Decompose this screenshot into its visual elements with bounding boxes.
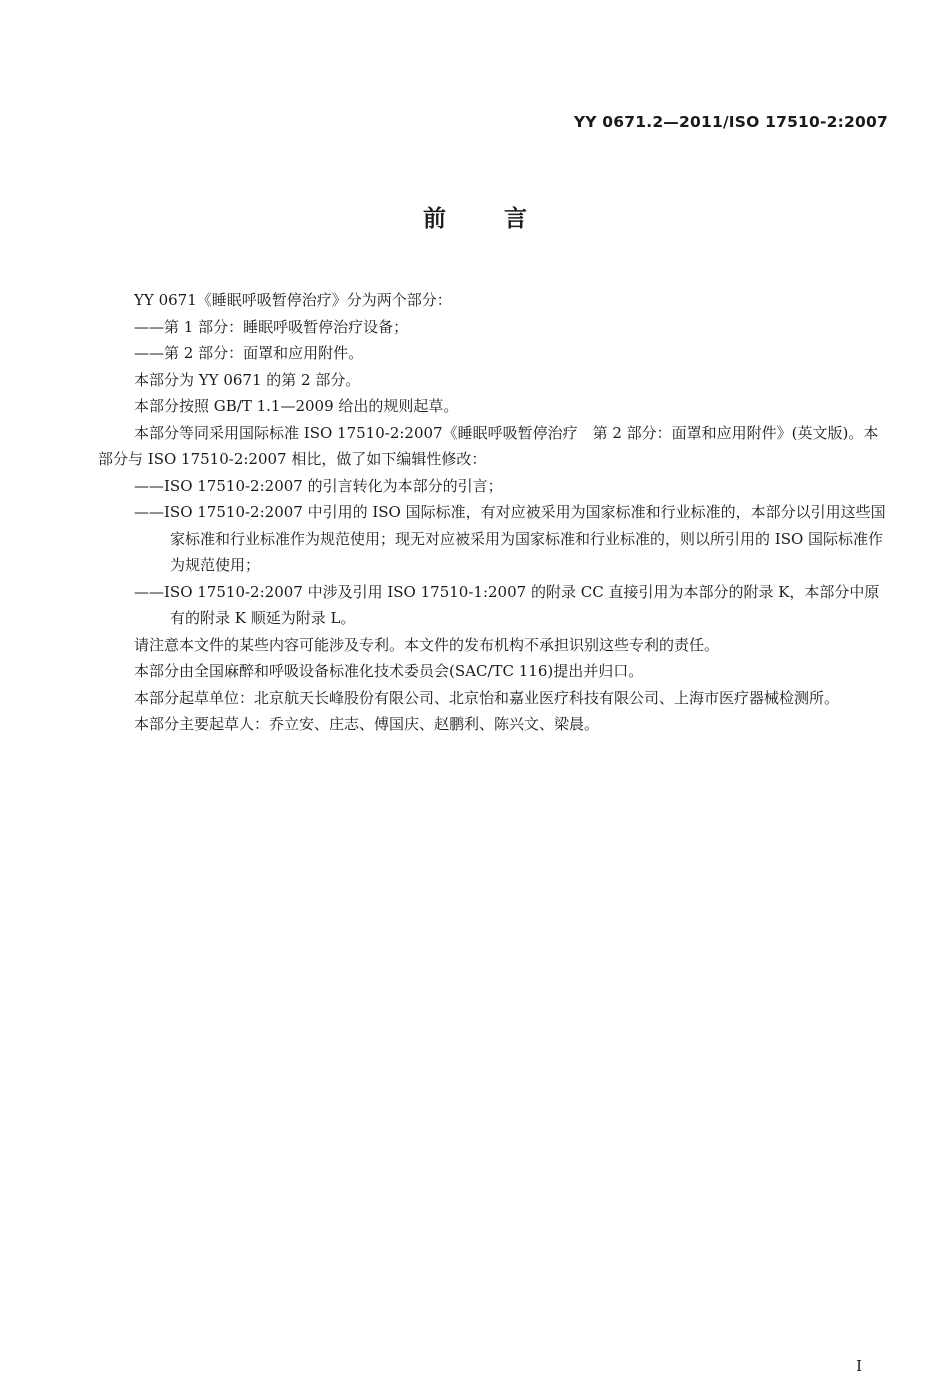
list-item-modification-1: ——ISO 17510-2:2007 的引言转化为本部分的引言； <box>134 476 503 495</box>
paragraph-parts-intro: YY 0671《睡眠呼吸暂停治疗》分为两个部分： <box>134 291 452 309</box>
paragraph-drafters: 本部分主要起草人：乔立安、庄志、傅国庆、赵鹏利、陈兴文、梁晨。 <box>134 715 600 733</box>
list-item-modification-2: ——ISO 17510-2:2007 中引用的 ISO 国际标准，有对应被采用为国家标准和行业标准的，本部分以引用这些国家标准和行业标准作为规范使用；现无对应被采用为国家标准和行业标准的，则以所引用的 ISO 国际标准作为规范使用； <box>134 503 886 574</box>
paragraph-proposer: 本部分由全国麻醉和呼吸设备标准化技术委员会(SAC/TC 116)提出并归口。 <box>134 662 644 680</box>
page-number: I <box>856 1357 862 1375</box>
paragraph-drafting-units: 本部分起草单位：北京航天长峰股份有限公司、北京怡和嘉业医疗科技有限公司、上海市医疗器械检测所。 <box>134 688 840 707</box>
page-title: 前言 <box>423 206 585 232</box>
list-item-modification-3: ——ISO 17510-2:2007 中涉及引用 ISO 17510-1:2007 的附录 CC 直接引用为本部分的附录 K，本部分中原有的附录 K 顺延为附录 L。 <box>134 582 880 627</box>
paragraph-this-part: 本部分为 YY 0671 的第 2 部分。 <box>134 370 361 389</box>
list-item-part-1: ——第 1 部分：睡眠呼吸暂停治疗设备； <box>134 317 409 336</box>
list-item-part-2: ——第 2 部分：面罩和应用附件。 <box>134 344 364 362</box>
paragraph-adoption: 本部分等同采用国际标准 ISO 17510-2:2007《睡眠呼吸暂停治疗 第 2 部分：面罩和应用附件》(英文版)。本部分与 ISO 17510-2:2007 相比，做了如下编辑性修改： <box>98 423 879 468</box>
paragraph-patent-notice: 请注意本文件的某些内容可能涉及专利。本文件的发布机构不承担识别这些专利的责任。 <box>134 635 720 654</box>
document-body <box>98 287 888 738</box>
standard-code: YY 0671.2—2011/ISO 17510-2:2007 <box>573 113 888 131</box>
paragraph-drafting-rules: 本部分按照 GB/T 1.1—2009 给出的规则起草。 <box>134 397 459 415</box>
